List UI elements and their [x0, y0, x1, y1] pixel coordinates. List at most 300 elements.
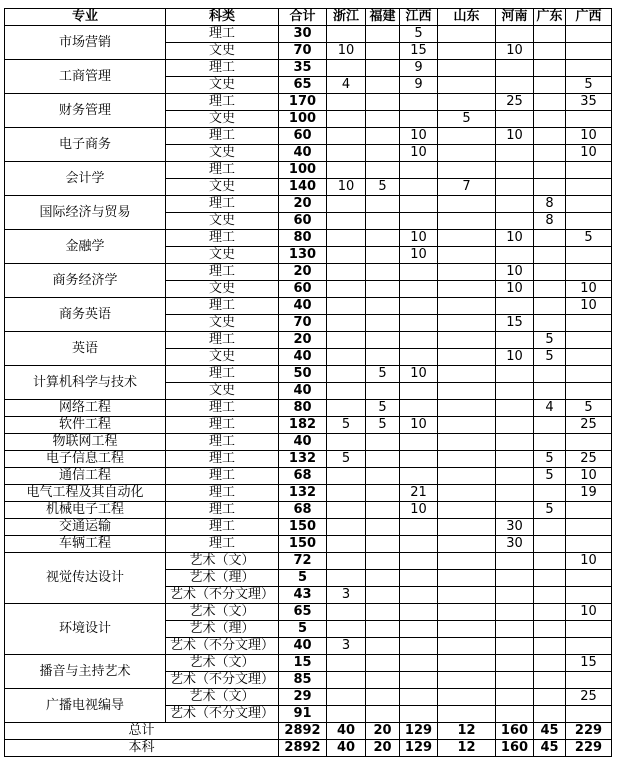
summary-label-cell: 本科: [5, 740, 279, 757]
total-cell: 29: [279, 689, 327, 706]
province-count-cell: [366, 264, 400, 281]
province-count-cell: 5: [366, 417, 400, 434]
province-count-cell: [438, 26, 496, 43]
province-count-cell: [400, 604, 438, 621]
province-count-cell: [496, 179, 534, 196]
province-count-cell: 30: [496, 519, 534, 536]
province-count-cell: 3: [327, 638, 366, 655]
province-count-cell: [534, 706, 566, 723]
table-row: [5, 298, 612, 315]
province-count-cell: [534, 536, 566, 553]
province-count-cell: [366, 281, 400, 298]
province-count-cell: [366, 145, 400, 162]
major-cell: 电气工程及其自动化: [5, 485, 166, 502]
summary-value-cell: 229: [566, 740, 612, 757]
province-count-cell: [366, 196, 400, 213]
province-count-cell: 10: [566, 604, 612, 621]
province-count-cell: 5: [534, 451, 566, 468]
major-cell: 国际经济与贸易: [5, 196, 166, 230]
category-cell: 理工: [166, 128, 279, 145]
province-count-cell: 3: [327, 587, 366, 604]
summary-value-cell: 40: [327, 740, 366, 757]
province-count-cell: 9: [400, 60, 438, 77]
category-cell: 艺术（不分文理）: [166, 706, 279, 723]
province-count-cell: [400, 553, 438, 570]
province-count-cell: [366, 298, 400, 315]
province-count-cell: [534, 604, 566, 621]
header-cell: 江西: [400, 9, 438, 26]
category-cell: 艺术（理）: [166, 621, 279, 638]
header-cell: 福建: [366, 9, 400, 26]
summary-label-cell: 总计: [5, 723, 279, 740]
province-count-cell: [327, 332, 366, 349]
province-count-cell: [400, 383, 438, 400]
total-cell: 80: [279, 400, 327, 417]
province-count-cell: 10: [496, 349, 534, 366]
province-count-cell: [496, 570, 534, 587]
summary-value-cell: 2892: [279, 723, 327, 740]
major-cell: 播音与主持艺术: [5, 655, 166, 689]
category-cell: 理工: [166, 417, 279, 434]
major-cell: 计算机科学与技术: [5, 366, 166, 400]
province-count-cell: [400, 468, 438, 485]
province-count-cell: [534, 128, 566, 145]
header-row: [5, 9, 612, 26]
province-count-cell: [438, 128, 496, 145]
summary-value-cell: 229: [566, 723, 612, 740]
province-count-cell: 10: [496, 43, 534, 60]
province-count-cell: [366, 43, 400, 60]
province-count-cell: [438, 638, 496, 655]
table-row: [5, 230, 612, 247]
province-count-cell: [534, 587, 566, 604]
province-count-cell: [534, 519, 566, 536]
province-count-cell: [400, 587, 438, 604]
category-cell: 文史: [166, 213, 279, 230]
province-count-cell: [400, 672, 438, 689]
major-cell: 通信工程: [5, 468, 166, 485]
province-count-cell: [496, 621, 534, 638]
province-count-cell: [534, 315, 566, 332]
province-count-cell: 15: [400, 43, 438, 60]
province-count-cell: [496, 417, 534, 434]
province-count-cell: [327, 111, 366, 128]
province-count-cell: [534, 638, 566, 655]
province-count-cell: [327, 298, 366, 315]
province-count-cell: [534, 94, 566, 111]
province-count-cell: [366, 315, 400, 332]
province-count-cell: [366, 485, 400, 502]
province-count-cell: [400, 111, 438, 128]
total-cell: 40: [279, 349, 327, 366]
table-row: [5, 434, 612, 451]
province-count-cell: [534, 264, 566, 281]
total-cell: 91: [279, 706, 327, 723]
province-count-cell: [400, 655, 438, 672]
province-count-cell: [400, 519, 438, 536]
province-count-cell: 10: [566, 145, 612, 162]
province-count-cell: 10: [400, 145, 438, 162]
province-count-cell: 10: [496, 128, 534, 145]
total-cell: 20: [279, 332, 327, 349]
header-cell: 合计: [279, 9, 327, 26]
province-count-cell: 10: [496, 264, 534, 281]
province-count-cell: 10: [566, 553, 612, 570]
province-count-cell: [566, 672, 612, 689]
province-count-cell: 10: [566, 468, 612, 485]
province-count-cell: [496, 451, 534, 468]
province-count-cell: [438, 60, 496, 77]
total-cell: 72: [279, 553, 327, 570]
province-count-cell: [566, 43, 612, 60]
major-cell: 车辆工程: [5, 536, 166, 553]
category-cell: 理工: [166, 519, 279, 536]
province-count-cell: 5: [400, 26, 438, 43]
province-count-cell: 25: [566, 689, 612, 706]
province-count-cell: 10: [400, 247, 438, 264]
category-cell: 文史: [166, 349, 279, 366]
province-count-cell: [566, 60, 612, 77]
province-count-cell: [400, 621, 438, 638]
province-count-cell: [496, 434, 534, 451]
header-cell: 科类: [166, 9, 279, 26]
province-count-cell: [534, 179, 566, 196]
province-count-cell: [438, 587, 496, 604]
province-count-cell: 5: [534, 349, 566, 366]
category-cell: 理工: [166, 230, 279, 247]
province-count-cell: [534, 145, 566, 162]
province-count-cell: [366, 451, 400, 468]
major-cell: 电子商务: [5, 128, 166, 162]
province-count-cell: 5: [566, 77, 612, 94]
category-cell: 理工: [166, 366, 279, 383]
province-count-cell: 10: [566, 128, 612, 145]
province-count-cell: [534, 553, 566, 570]
province-count-cell: 25: [566, 417, 612, 434]
province-count-cell: [366, 638, 400, 655]
total-cell: 40: [279, 383, 327, 400]
major-cell: 视觉传达设计: [5, 553, 166, 604]
province-count-cell: [496, 366, 534, 383]
province-count-cell: [438, 468, 496, 485]
province-count-cell: [566, 162, 612, 179]
province-count-cell: 4: [534, 400, 566, 417]
total-cell: 40: [279, 298, 327, 315]
major-cell: 广播电视编导: [5, 689, 166, 723]
province-count-cell: [366, 111, 400, 128]
header-cell: 广东: [534, 9, 566, 26]
province-count-cell: [438, 383, 496, 400]
header-cell: 广西: [566, 9, 612, 26]
province-count-cell: [534, 366, 566, 383]
province-count-cell: 10: [327, 179, 366, 196]
province-count-cell: [400, 349, 438, 366]
province-count-cell: [534, 60, 566, 77]
province-count-cell: [438, 706, 496, 723]
province-count-cell: [496, 502, 534, 519]
province-count-cell: [327, 502, 366, 519]
province-count-cell: [366, 332, 400, 349]
category-cell: 文史: [166, 383, 279, 400]
province-count-cell: [438, 264, 496, 281]
province-count-cell: [566, 621, 612, 638]
province-count-cell: [496, 672, 534, 689]
total-cell: 40: [279, 638, 327, 655]
total-cell: 132: [279, 485, 327, 502]
total-cell: 20: [279, 264, 327, 281]
province-count-cell: [534, 43, 566, 60]
province-count-cell: [566, 213, 612, 230]
province-count-cell: [366, 349, 400, 366]
category-cell: 文史: [166, 247, 279, 264]
category-cell: 理工: [166, 298, 279, 315]
category-cell: 理工: [166, 451, 279, 468]
province-count-cell: [534, 230, 566, 247]
province-count-cell: [327, 400, 366, 417]
province-count-cell: [496, 26, 534, 43]
table-row: [5, 264, 612, 281]
province-count-cell: [327, 264, 366, 281]
category-cell: 艺术（不分文理）: [166, 638, 279, 655]
province-count-cell: [400, 94, 438, 111]
province-count-cell: [566, 179, 612, 196]
province-count-cell: 10: [400, 230, 438, 247]
total-cell: 60: [279, 128, 327, 145]
major-cell: 财务管理: [5, 94, 166, 128]
province-count-cell: [438, 349, 496, 366]
province-count-cell: [400, 570, 438, 587]
province-count-cell: [327, 570, 366, 587]
province-count-cell: [327, 94, 366, 111]
table-row: [5, 366, 612, 383]
total-cell: 150: [279, 519, 327, 536]
province-count-cell: [438, 536, 496, 553]
category-cell: 文史: [166, 111, 279, 128]
province-count-cell: [366, 536, 400, 553]
province-count-cell: [438, 689, 496, 706]
total-cell: 100: [279, 162, 327, 179]
province-count-cell: 7: [438, 179, 496, 196]
category-cell: 理工: [166, 60, 279, 77]
category-cell: 艺术（不分文理）: [166, 672, 279, 689]
province-count-cell: [534, 281, 566, 298]
province-count-cell: [566, 332, 612, 349]
province-count-cell: [438, 281, 496, 298]
total-cell: 85: [279, 672, 327, 689]
province-count-cell: [366, 621, 400, 638]
summary-value-cell: 129: [400, 740, 438, 757]
province-count-cell: [566, 349, 612, 366]
province-count-cell: [438, 77, 496, 94]
province-count-cell: [496, 400, 534, 417]
province-count-cell: [327, 536, 366, 553]
province-count-cell: [327, 655, 366, 672]
province-count-cell: 5: [534, 468, 566, 485]
province-count-cell: [496, 383, 534, 400]
category-cell: 文史: [166, 145, 279, 162]
province-count-cell: [327, 366, 366, 383]
province-count-cell: [438, 94, 496, 111]
province-count-cell: 5: [327, 451, 366, 468]
province-count-cell: [400, 264, 438, 281]
province-count-cell: 21: [400, 485, 438, 502]
province-count-cell: [566, 519, 612, 536]
province-count-cell: [438, 43, 496, 60]
province-count-cell: [327, 485, 366, 502]
total-cell: 140: [279, 179, 327, 196]
province-count-cell: [366, 434, 400, 451]
province-count-cell: [366, 230, 400, 247]
province-count-cell: [438, 247, 496, 264]
table-row: [5, 468, 612, 485]
province-count-cell: 5: [534, 502, 566, 519]
total-cell: 30: [279, 26, 327, 43]
table-row: [5, 689, 612, 706]
province-count-cell: [566, 434, 612, 451]
province-count-cell: [438, 570, 496, 587]
total-cell: 60: [279, 213, 327, 230]
province-count-cell: [534, 672, 566, 689]
province-count-cell: [438, 672, 496, 689]
table-row: [5, 536, 612, 553]
total-cell: 70: [279, 43, 327, 60]
province-count-cell: [438, 196, 496, 213]
total-cell: 5: [279, 621, 327, 638]
summary-value-cell: 20: [366, 740, 400, 757]
category-cell: 艺术（文）: [166, 604, 279, 621]
province-count-cell: [566, 502, 612, 519]
province-count-cell: [327, 213, 366, 230]
category-cell: 艺术（不分文理）: [166, 587, 279, 604]
province-count-cell: [400, 536, 438, 553]
category-cell: 文史: [166, 315, 279, 332]
major-cell: 软件工程: [5, 417, 166, 434]
total-cell: 20: [279, 196, 327, 213]
province-count-cell: [496, 553, 534, 570]
category-cell: 艺术（文）: [166, 655, 279, 672]
province-count-cell: [327, 468, 366, 485]
province-count-cell: [534, 298, 566, 315]
province-count-cell: 30: [496, 536, 534, 553]
province-count-cell: [496, 247, 534, 264]
total-cell: 68: [279, 502, 327, 519]
province-count-cell: [534, 434, 566, 451]
category-cell: 艺术（理）: [166, 570, 279, 587]
province-count-cell: [534, 247, 566, 264]
province-count-cell: [566, 587, 612, 604]
total-cell: 150: [279, 536, 327, 553]
province-count-cell: [366, 94, 400, 111]
province-count-cell: [327, 349, 366, 366]
total-cell: 50: [279, 366, 327, 383]
category-cell: 理工: [166, 264, 279, 281]
major-cell: 市场营销: [5, 26, 166, 60]
total-cell: 43: [279, 587, 327, 604]
province-count-cell: [438, 400, 496, 417]
province-count-cell: [534, 162, 566, 179]
province-count-cell: [327, 672, 366, 689]
province-count-cell: [327, 196, 366, 213]
table-row: [5, 162, 612, 179]
province-count-cell: [438, 162, 496, 179]
province-count-cell: [366, 655, 400, 672]
province-count-cell: [327, 383, 366, 400]
province-count-cell: [327, 553, 366, 570]
province-count-cell: [366, 689, 400, 706]
province-count-cell: 5: [566, 400, 612, 417]
province-count-cell: [366, 26, 400, 43]
province-count-cell: 8: [534, 213, 566, 230]
province-count-cell: [366, 213, 400, 230]
province-count-cell: [438, 417, 496, 434]
table-row: [5, 655, 612, 672]
province-count-cell: [438, 434, 496, 451]
province-count-cell: 5: [366, 366, 400, 383]
category-cell: 艺术（文）: [166, 553, 279, 570]
table-body: [5, 26, 612, 757]
province-count-cell: [366, 60, 400, 77]
province-count-cell: 5: [534, 332, 566, 349]
province-count-cell: [366, 162, 400, 179]
province-count-cell: 9: [400, 77, 438, 94]
province-count-cell: 10: [496, 281, 534, 298]
total-cell: 40: [279, 145, 327, 162]
province-count-cell: [327, 604, 366, 621]
table-row: [5, 553, 612, 570]
province-count-cell: [534, 655, 566, 672]
category-cell: 理工: [166, 468, 279, 485]
category-cell: 理工: [166, 162, 279, 179]
table-row: [5, 502, 612, 519]
table-row: [5, 26, 612, 43]
province-count-cell: 10: [327, 43, 366, 60]
major-cell: 网络工程: [5, 400, 166, 417]
province-count-cell: [366, 604, 400, 621]
category-cell: 理工: [166, 536, 279, 553]
province-count-cell: [496, 111, 534, 128]
province-count-cell: [438, 553, 496, 570]
summary-value-cell: 2892: [279, 740, 327, 757]
province-count-cell: [366, 247, 400, 264]
province-count-cell: [366, 383, 400, 400]
province-count-cell: [496, 196, 534, 213]
province-count-cell: 10: [400, 417, 438, 434]
enrollment-plan-table: [4, 8, 612, 757]
province-count-cell: [566, 247, 612, 264]
summary-value-cell: 20: [366, 723, 400, 740]
total-cell: 68: [279, 468, 327, 485]
province-count-cell: [438, 332, 496, 349]
total-cell: 40: [279, 434, 327, 451]
province-count-cell: [327, 230, 366, 247]
province-count-cell: [496, 60, 534, 77]
province-count-cell: [327, 315, 366, 332]
province-count-cell: [534, 621, 566, 638]
table-row: [5, 451, 612, 468]
province-count-cell: [400, 213, 438, 230]
province-count-cell: [438, 230, 496, 247]
major-cell: 物联网工程: [5, 434, 166, 451]
header-cell: 浙江: [327, 9, 366, 26]
total-cell: 182: [279, 417, 327, 434]
province-count-cell: [534, 417, 566, 434]
province-count-cell: [400, 179, 438, 196]
summary-value-cell: 12: [438, 723, 496, 740]
province-count-cell: 5: [366, 179, 400, 196]
table-row: [5, 400, 612, 417]
total-cell: 80: [279, 230, 327, 247]
province-count-cell: [400, 706, 438, 723]
